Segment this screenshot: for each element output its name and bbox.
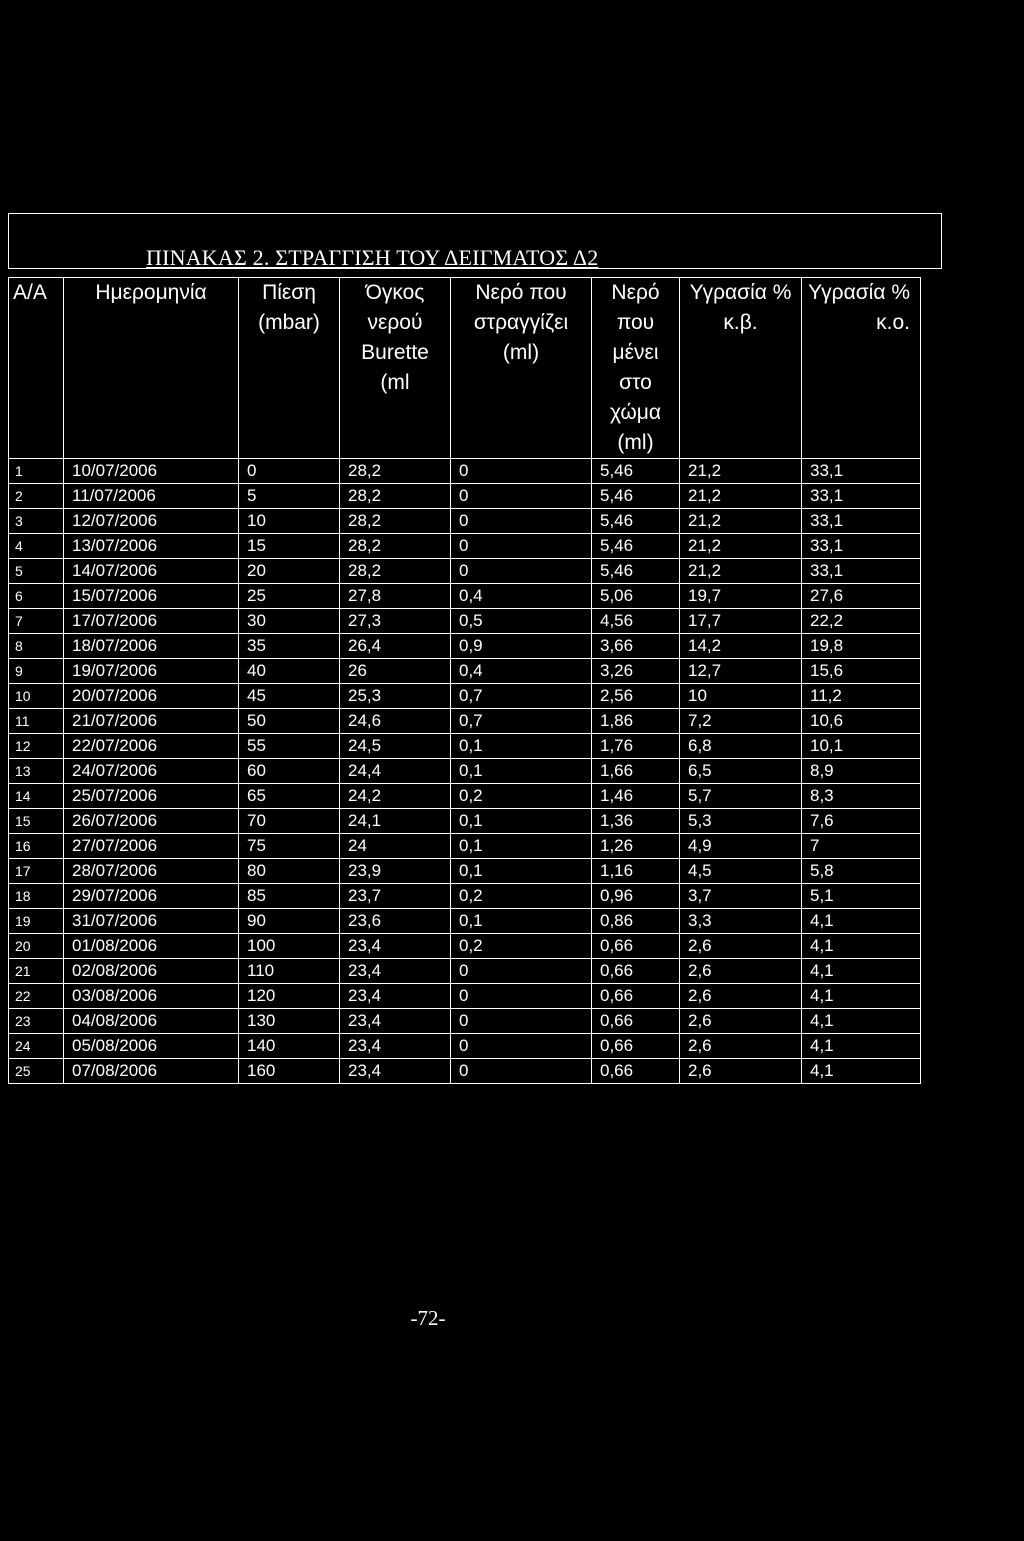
drainage-table — [8, 277, 921, 1084]
cell-remaining: 0,66 — [592, 1059, 680, 1084]
table-row — [9, 634, 921, 659]
cell-pressure: 60 — [239, 759, 340, 784]
cell-volume: 23,6 — [340, 909, 451, 934]
header-humidity-vol: Υγρασία % κ.ο. — [802, 278, 921, 459]
cell-humidity-vol: 7 — [802, 834, 921, 859]
header-humidity-db: Υγρασία % κ.β. — [680, 278, 802, 459]
table-row — [9, 1034, 921, 1059]
cell-remaining: 5,46 — [592, 534, 680, 559]
cell-drained: 0,1 — [451, 734, 592, 759]
cell-drained: 0 — [451, 1059, 592, 1084]
cell-volume: 26,4 — [340, 634, 451, 659]
cell-date: 20/07/2006 — [64, 684, 239, 709]
cell-humidity-db: 2,6 — [680, 984, 802, 1009]
cell-aa: 1 — [9, 459, 64, 484]
cell-date: 10/07/2006 — [64, 459, 239, 484]
cell-drained: 0 — [451, 559, 592, 584]
cell-date: 17/07/2006 — [64, 609, 239, 634]
cell-date: 29/07/2006 — [64, 884, 239, 909]
table-row — [9, 459, 921, 484]
cell-humidity-vol: 33,1 — [802, 459, 921, 484]
cell-humidity-vol: 4,1 — [802, 959, 921, 984]
cell-aa: 6 — [9, 584, 64, 609]
cell-date: 01/08/2006 — [64, 934, 239, 959]
cell-humidity-vol: 5,1 — [802, 884, 921, 909]
cell-humidity-vol: 5,8 — [802, 859, 921, 884]
table-row — [9, 859, 921, 884]
cell-drained: 0 — [451, 984, 592, 1009]
cell-volume: 23,4 — [340, 1009, 451, 1034]
table-row — [9, 984, 921, 1009]
header-volume: Όγκος νερού Burette (ml — [340, 278, 451, 459]
cell-humidity-db: 10 — [680, 684, 802, 709]
table-row — [9, 659, 921, 684]
cell-humidity-vol: 4,1 — [802, 984, 921, 1009]
cell-humidity-db: 6,5 — [680, 759, 802, 784]
cell-date: 25/07/2006 — [64, 784, 239, 809]
cell-remaining: 5,46 — [592, 559, 680, 584]
cell-aa: 7 — [9, 609, 64, 634]
page-number: -72- — [410, 1306, 446, 1330]
cell-pressure: 85 — [239, 884, 340, 909]
cell-aa: 14 — [9, 784, 64, 809]
cell-date: 04/08/2006 — [64, 1009, 239, 1034]
table-row — [9, 784, 921, 809]
cell-pressure: 40 — [239, 659, 340, 684]
cell-remaining: 2,56 — [592, 684, 680, 709]
cell-aa: 2 — [9, 484, 64, 509]
cell-drained: 0 — [451, 509, 592, 534]
cell-pressure: 35 — [239, 634, 340, 659]
cell-volume: 28,2 — [340, 484, 451, 509]
cell-aa: 5 — [9, 559, 64, 584]
cell-humidity-vol: 8,9 — [802, 759, 921, 784]
cell-aa: 3 — [9, 509, 64, 534]
cell-volume: 28,2 — [340, 459, 451, 484]
header-pressure: Πίεση (mbar) — [239, 278, 340, 459]
cell-remaining: 5,46 — [592, 484, 680, 509]
cell-pressure: 80 — [239, 859, 340, 884]
cell-volume: 27,8 — [340, 584, 451, 609]
cell-drained: 0 — [451, 534, 592, 559]
cell-date: 13/07/2006 — [64, 534, 239, 559]
cell-remaining: 0,66 — [592, 1009, 680, 1034]
table-row — [9, 609, 921, 634]
cell-humidity-db: 14,2 — [680, 634, 802, 659]
cell-humidity-db: 2,6 — [680, 1034, 802, 1059]
cell-humidity-vol: 11,2 — [802, 684, 921, 709]
table-row — [9, 1059, 921, 1084]
cell-pressure: 5 — [239, 484, 340, 509]
cell-volume: 24,1 — [340, 809, 451, 834]
cell-pressure: 110 — [239, 959, 340, 984]
cell-remaining: 1,46 — [592, 784, 680, 809]
cell-aa: 24 — [9, 1034, 64, 1059]
cell-aa: 18 — [9, 884, 64, 909]
table-header-row — [9, 278, 921, 459]
cell-drained: 0,2 — [451, 784, 592, 809]
cell-humidity-db: 2,6 — [680, 959, 802, 984]
header-aa: Α/Α — [9, 278, 64, 459]
cell-date: 05/08/2006 — [64, 1034, 239, 1059]
cell-pressure: 55 — [239, 734, 340, 759]
cell-aa: 21 — [9, 959, 64, 984]
cell-aa: 13 — [9, 759, 64, 784]
cell-date: 28/07/2006 — [64, 859, 239, 884]
cell-pressure: 120 — [239, 984, 340, 1009]
table-row — [9, 684, 921, 709]
cell-drained: 0 — [451, 484, 592, 509]
cell-date: 07/08/2006 — [64, 1059, 239, 1084]
cell-remaining: 1,16 — [592, 859, 680, 884]
table-row — [9, 809, 921, 834]
cell-pressure: 75 — [239, 834, 340, 859]
cell-humidity-vol: 33,1 — [802, 509, 921, 534]
cell-volume: 24,6 — [340, 709, 451, 734]
cell-aa: 16 — [9, 834, 64, 859]
cell-volume: 24,5 — [340, 734, 451, 759]
table-title: ΠΙΝΑΚΑΣ 2. ΣΤΡΑΓΓΙΣΗ ΤΟΥ ΔΕΙΓΜΑΤΟΣ Δ2 — [146, 245, 599, 270]
cell-humidity-db: 2,6 — [680, 1009, 802, 1034]
cell-humidity-db: 4,5 — [680, 859, 802, 884]
cell-humidity-vol: 7,6 — [802, 809, 921, 834]
cell-humidity-db: 21,2 — [680, 509, 802, 534]
cell-aa: 25 — [9, 1059, 64, 1084]
cell-humidity-vol: 4,1 — [802, 1059, 921, 1084]
cell-aa: 15 — [9, 809, 64, 834]
cell-date: 02/08/2006 — [64, 959, 239, 984]
cell-pressure: 20 — [239, 559, 340, 584]
cell-humidity-db: 2,6 — [680, 1059, 802, 1084]
cell-remaining: 3,26 — [592, 659, 680, 684]
cell-drained: 0,1 — [451, 809, 592, 834]
cell-pressure: 65 — [239, 784, 340, 809]
header-remaining: Νερό που μένει στο χώμα (ml) — [592, 278, 680, 459]
cell-pressure: 130 — [239, 1009, 340, 1034]
cell-volume: 23,4 — [340, 959, 451, 984]
cell-remaining: 4,56 — [592, 609, 680, 634]
cell-remaining: 1,76 — [592, 734, 680, 759]
cell-humidity-vol: 10,1 — [802, 734, 921, 759]
cell-date: 19/07/2006 — [64, 659, 239, 684]
table-row — [9, 1009, 921, 1034]
table-row — [9, 884, 921, 909]
cell-remaining: 1,86 — [592, 709, 680, 734]
cell-aa: 8 — [9, 634, 64, 659]
cell-pressure: 15 — [239, 534, 340, 559]
cell-date: 21/07/2006 — [64, 709, 239, 734]
cell-humidity-db: 21,2 — [680, 559, 802, 584]
cell-humidity-db: 5,7 — [680, 784, 802, 809]
cell-drained: 0 — [451, 959, 592, 984]
cell-drained: 0,5 — [451, 609, 592, 634]
cell-aa: 23 — [9, 1009, 64, 1034]
cell-humidity-vol: 33,1 — [802, 559, 921, 584]
cell-volume: 24 — [340, 834, 451, 859]
cell-humidity-vol: 4,1 — [802, 909, 921, 934]
cell-date: 26/07/2006 — [64, 809, 239, 834]
cell-date: 12/07/2006 — [64, 509, 239, 534]
cell-pressure: 90 — [239, 909, 340, 934]
cell-aa: 17 — [9, 859, 64, 884]
cell-volume: 23,7 — [340, 884, 451, 909]
cell-date: 31/07/2006 — [64, 909, 239, 934]
cell-date: 27/07/2006 — [64, 834, 239, 859]
cell-drained: 0,1 — [451, 859, 592, 884]
table-row — [9, 559, 921, 584]
cell-pressure: 50 — [239, 709, 340, 734]
cell-date: 24/07/2006 — [64, 759, 239, 784]
cell-drained: 0,4 — [451, 659, 592, 684]
cell-remaining: 1,36 — [592, 809, 680, 834]
cell-drained: 0 — [451, 459, 592, 484]
cell-humidity-db: 3,3 — [680, 909, 802, 934]
cell-aa: 9 — [9, 659, 64, 684]
cell-drained: 0 — [451, 1009, 592, 1034]
cell-volume: 27,3 — [340, 609, 451, 634]
cell-humidity-vol: 4,1 — [802, 934, 921, 959]
cell-pressure: 140 — [239, 1034, 340, 1059]
cell-humidity-vol: 19,8 — [802, 634, 921, 659]
cell-pressure: 10 — [239, 509, 340, 534]
cell-aa: 11 — [9, 709, 64, 734]
cell-humidity-db: 21,2 — [680, 484, 802, 509]
table-row — [9, 584, 921, 609]
cell-pressure: 70 — [239, 809, 340, 834]
cell-aa: 10 — [9, 684, 64, 709]
cell-volume: 28,2 — [340, 534, 451, 559]
cell-volume: 23,4 — [340, 984, 451, 1009]
table-row — [9, 534, 921, 559]
cell-remaining: 5,46 — [592, 509, 680, 534]
cell-humidity-db: 7,2 — [680, 709, 802, 734]
table-row — [9, 734, 921, 759]
cell-humidity-vol: 33,1 — [802, 484, 921, 509]
cell-aa: 12 — [9, 734, 64, 759]
cell-humidity-db: 12,7 — [680, 659, 802, 684]
cell-humidity-db: 5,3 — [680, 809, 802, 834]
cell-humidity-vol: 27,6 — [802, 584, 921, 609]
cell-pressure: 160 — [239, 1059, 340, 1084]
cell-date: 22/07/2006 — [64, 734, 239, 759]
cell-drained: 0,9 — [451, 634, 592, 659]
cell-humidity-db: 2,6 — [680, 934, 802, 959]
cell-volume: 28,2 — [340, 509, 451, 534]
cell-volume: 24,4 — [340, 759, 451, 784]
cell-date: 18/07/2006 — [64, 634, 239, 659]
table-row — [9, 959, 921, 984]
cell-humidity-db: 21,2 — [680, 534, 802, 559]
cell-humidity-db: 3,7 — [680, 884, 802, 909]
cell-humidity-vol: 15,6 — [802, 659, 921, 684]
cell-drained: 0,7 — [451, 709, 592, 734]
table-row — [9, 709, 921, 734]
cell-humidity-vol: 8,3 — [802, 784, 921, 809]
cell-pressure: 30 — [239, 609, 340, 634]
cell-volume: 26 — [340, 659, 451, 684]
cell-date: 15/07/2006 — [64, 584, 239, 609]
cell-aa: 19 — [9, 909, 64, 934]
table-row — [9, 934, 921, 959]
cell-date: 03/08/2006 — [64, 984, 239, 1009]
cell-aa: 4 — [9, 534, 64, 559]
table-row — [9, 509, 921, 534]
cell-humidity-db: 21,2 — [680, 459, 802, 484]
cell-humidity-db: 17,7 — [680, 609, 802, 634]
cell-drained: 0 — [451, 1034, 592, 1059]
cell-drained: 0,2 — [451, 884, 592, 909]
table-row — [9, 834, 921, 859]
cell-pressure: 25 — [239, 584, 340, 609]
cell-volume: 28,2 — [340, 559, 451, 584]
cell-humidity-vol: 4,1 — [802, 1034, 921, 1059]
cell-drained: 0,2 — [451, 934, 592, 959]
cell-volume: 24,2 — [340, 784, 451, 809]
cell-volume: 25,3 — [340, 684, 451, 709]
cell-drained: 0,1 — [451, 759, 592, 784]
cell-aa: 22 — [9, 984, 64, 1009]
cell-humidity-db: 6,8 — [680, 734, 802, 759]
cell-humidity-db: 19,7 — [680, 584, 802, 609]
cell-humidity-db: 4,9 — [680, 834, 802, 859]
cell-humidity-vol: 22,2 — [802, 609, 921, 634]
cell-remaining: 5,46 — [592, 459, 680, 484]
cell-remaining: 0,66 — [592, 934, 680, 959]
cell-drained: 0,1 — [451, 834, 592, 859]
table-body — [9, 459, 921, 1084]
cell-remaining: 0,96 — [592, 884, 680, 909]
cell-remaining: 0,86 — [592, 909, 680, 934]
cell-remaining: 3,66 — [592, 634, 680, 659]
cell-volume: 23,4 — [340, 1059, 451, 1084]
header-drained: Νερό που στραγγίζει (ml) — [451, 278, 592, 459]
cell-pressure: 100 — [239, 934, 340, 959]
cell-volume: 23,4 — [340, 1034, 451, 1059]
table-row — [9, 484, 921, 509]
table-row — [9, 759, 921, 784]
cell-remaining: 0,66 — [592, 1034, 680, 1059]
header-date: Ημερομηνία — [64, 278, 239, 459]
table-row — [9, 909, 921, 934]
cell-remaining: 0,66 — [592, 959, 680, 984]
cell-pressure: 45 — [239, 684, 340, 709]
cell-date: 11/07/2006 — [64, 484, 239, 509]
cell-volume: 23,9 — [340, 859, 451, 884]
cell-remaining: 1,66 — [592, 759, 680, 784]
cell-humidity-vol: 33,1 — [802, 534, 921, 559]
cell-remaining: 1,26 — [592, 834, 680, 859]
cell-humidity-vol: 4,1 — [802, 1009, 921, 1034]
cell-drained: 0,7 — [451, 684, 592, 709]
cell-pressure: 0 — [239, 459, 340, 484]
cell-date: 14/07/2006 — [64, 559, 239, 584]
cell-humidity-vol: 10,6 — [802, 709, 921, 734]
cell-volume: 23,4 — [340, 934, 451, 959]
cell-remaining: 5,06 — [592, 584, 680, 609]
cell-drained: 0,4 — [451, 584, 592, 609]
cell-aa: 20 — [9, 934, 64, 959]
cell-remaining: 0,66 — [592, 984, 680, 1009]
cell-drained: 0,1 — [451, 909, 592, 934]
